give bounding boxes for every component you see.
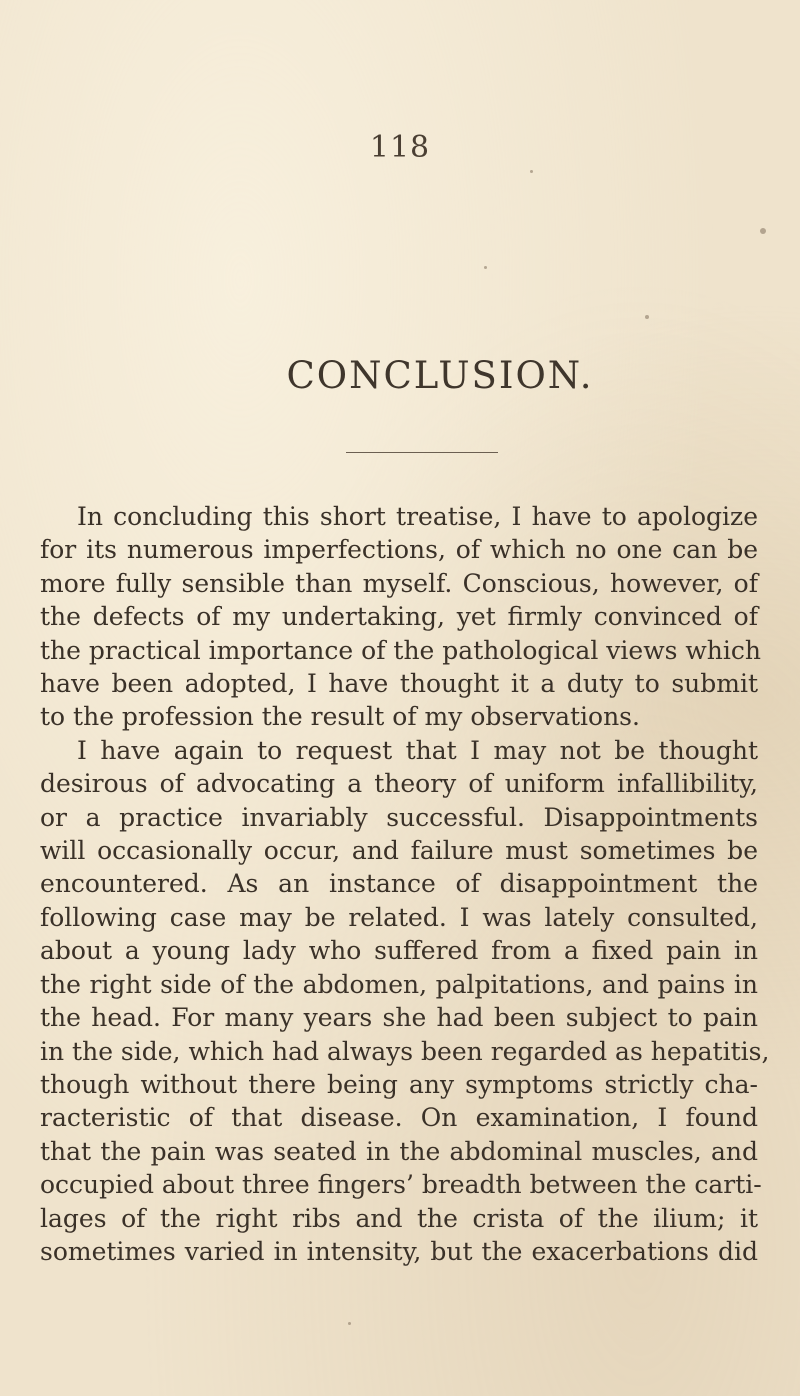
text-line: that the pain was seated in the abdominal muscles, and: [40, 1136, 758, 1166]
text-line: In concluding this short treatise, I have to apologize: [77, 502, 758, 531]
text-line: sometimes varied in intensity, but the exacerbations did: [40, 1236, 758, 1266]
text-line: racteristic of that disease. On examination, I found: [40, 1103, 758, 1133]
text-line: in the side, which had always been regarded as hepatitis,: [40, 1036, 770, 1066]
text-line: the practical importance of the pathological views which: [40, 635, 761, 665]
paper-speck: [348, 1322, 351, 1325]
paper-speck: [484, 266, 487, 269]
text-line: lages of the right ribs and the crista of the ilium; it: [40, 1203, 758, 1233]
text-line: more fully sensible than myself. Conscious, however, of: [40, 568, 758, 598]
text-line: the head. For many years she had been subject to pain: [40, 1003, 758, 1033]
text-line: the defects of my undertaking, yet firmly convinced of: [40, 602, 758, 632]
text-line: though without there being any symptoms strictly cha-: [40, 1069, 758, 1099]
chapter-title: CONCLUSION.: [286, 354, 594, 397]
page-number: 118: [369, 130, 431, 165]
text-line: encountered. As an instance of disappointment the: [40, 869, 758, 899]
text-line: will occasionally occur, and failure must sometimes be: [40, 836, 758, 866]
paper-speck: [645, 315, 649, 319]
text-line: the right side of the abdomen, palpitations, and pains in: [40, 969, 758, 999]
text-line: or a practice invariably successful. Disappointments: [40, 802, 758, 832]
text-line: occupied about three fingers’ breadth between the carti-: [40, 1170, 762, 1200]
paper-speck: [760, 228, 766, 234]
text-line: to the profession the result of my observations.: [40, 702, 640, 732]
text-line: have been adopted, I have thought it a duty to submit: [40, 669, 758, 699]
title-divider: [346, 452, 498, 453]
text-line: following case may be related. I was lately consulted,: [40, 902, 758, 932]
text-line: desirous of advocating a theory of uniform infallibility,: [40, 769, 758, 799]
paper-speck: [530, 170, 533, 173]
text-line: for its numerous imperfections, of which no one can be: [40, 535, 758, 565]
body-text: [40, 500, 770, 1268]
text-line: I have again to request that I may not be thought: [77, 735, 758, 765]
text-line: about a young lady who suffered from a fixed pain in: [40, 936, 758, 966]
